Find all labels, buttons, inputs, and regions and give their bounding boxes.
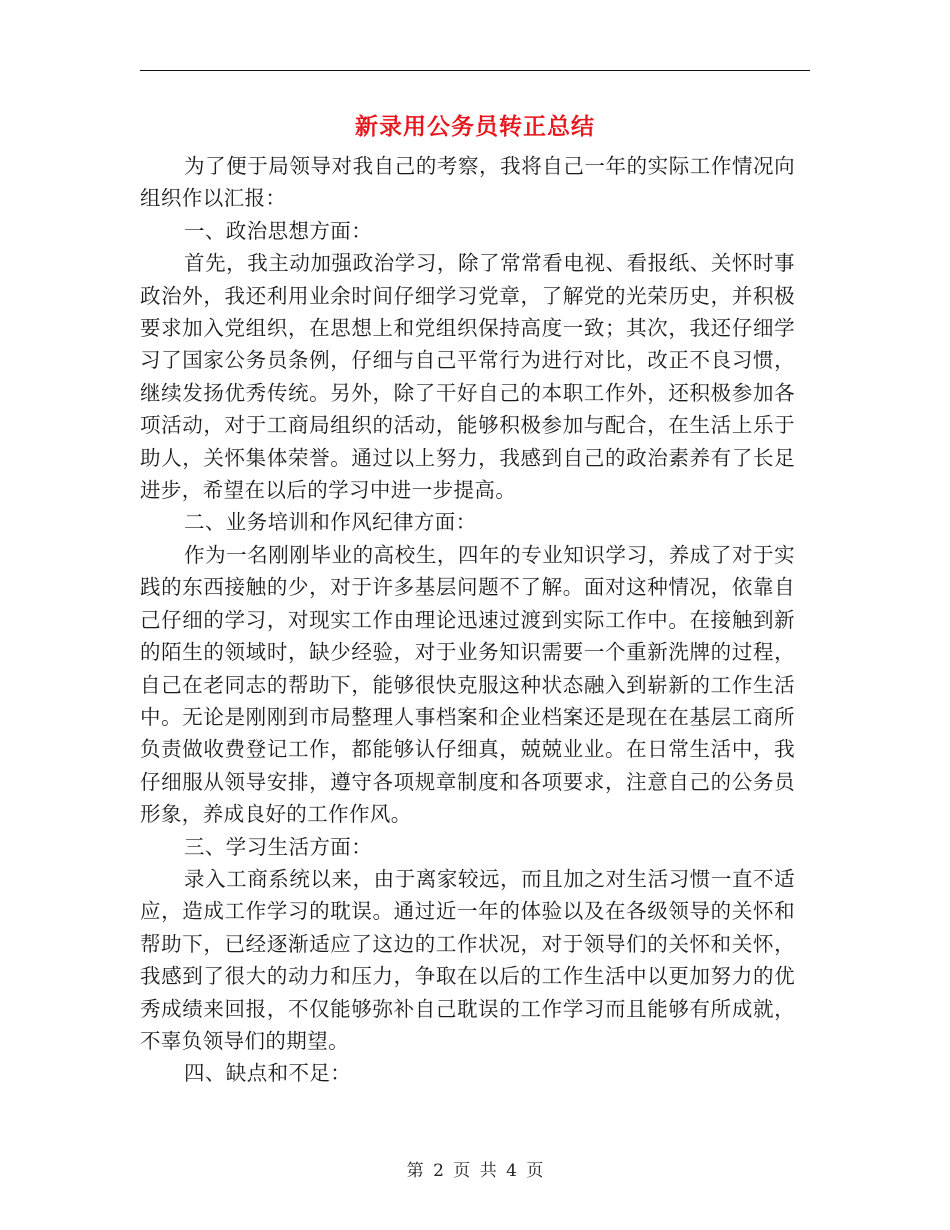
- document-body: [140, 150, 795, 1090]
- political-paragraph: 首先，我主动加强政治学习，除了常常看电视、看报纸、关怀时事政治外，我还利用业余时间仔细学习党章，了解党的光荣历史，并积极要求加入党组织，在思想上和党组织保持高度一致；其次，我还仔细学习了国家公务员条例，仔细与自己平常行为进行对比，改正不良习惯，继续发扬优秀传统。另外，除了干好自己的本职工作外，还积极参加各项活动，对于工商局组织的活动，能够积极参加与配合，在生活上乐于助人，关怀集体荣誉。通过以上努力，我感到自己的政治素养有了长足进步，希望在以后的学习中进一步提高。: [140, 251, 795, 503]
- header-rule: [140, 70, 810, 71]
- training-paragraph: 作为一名刚刚毕业的高校生，四年的专业知识学习，养成了对于实践的东西接触的少，对于许多基层问题不了解。面对这种情况，依靠自己仔细的学习，对现实工作由理论迅速过渡到实际工作中。在接触到新的陌生的领域时，缺少经验，对于业务知识需要一个重新洗牌的过程，自己在老同志的帮助下，能够很快克服这种状态融入到崭新的工作生活中。无论是刚刚到市局整理人事档案和企业档案还是现在在基层工商所负责做收费登记工作，都能够认仔细真，兢兢业业。在日常生活中，我仔细服从领导安排，遵守各项规章制度和各项要求，注意自己的公务员形象，养成良好的工作作风。: [140, 542, 795, 827]
- study-life-paragraph: 录入工商系统以来，由于离家较远，而且加之对生活习惯一直不适应，造成工作学习的耽误。通过近一年的体验以及在各级领导的关怀和帮助下，已经逐渐适应了这边的工作状况，对于领导们的关怀和关怀，我感到了很大的动力和压力，争取在以后的工作生活中以更加努力的优秀成绩来回报，不仅能够弥补自己耽误的工作学习而且能够有所成就，不辜负领导们的期望。: [140, 866, 795, 1053]
- intro-paragraph: 为了便于局领导对我自己的考察，我将自己一年的实际工作情况向组织作以汇报：: [140, 154, 795, 211]
- section-heading-political: 一、政治思想方面：: [184, 218, 373, 243]
- page-footer: 第 2 页 共 4 页: [406, 1161, 544, 1181]
- section-heading-study-life: 三、学习生活方面：: [184, 834, 373, 859]
- section-heading-training: 二、业务培训和作风纪律方面：: [184, 510, 477, 535]
- document-title: 新录用公务员转正总结: [355, 114, 595, 140]
- section-heading-shortcomings: 四、缺点和不足：: [184, 1061, 352, 1086]
